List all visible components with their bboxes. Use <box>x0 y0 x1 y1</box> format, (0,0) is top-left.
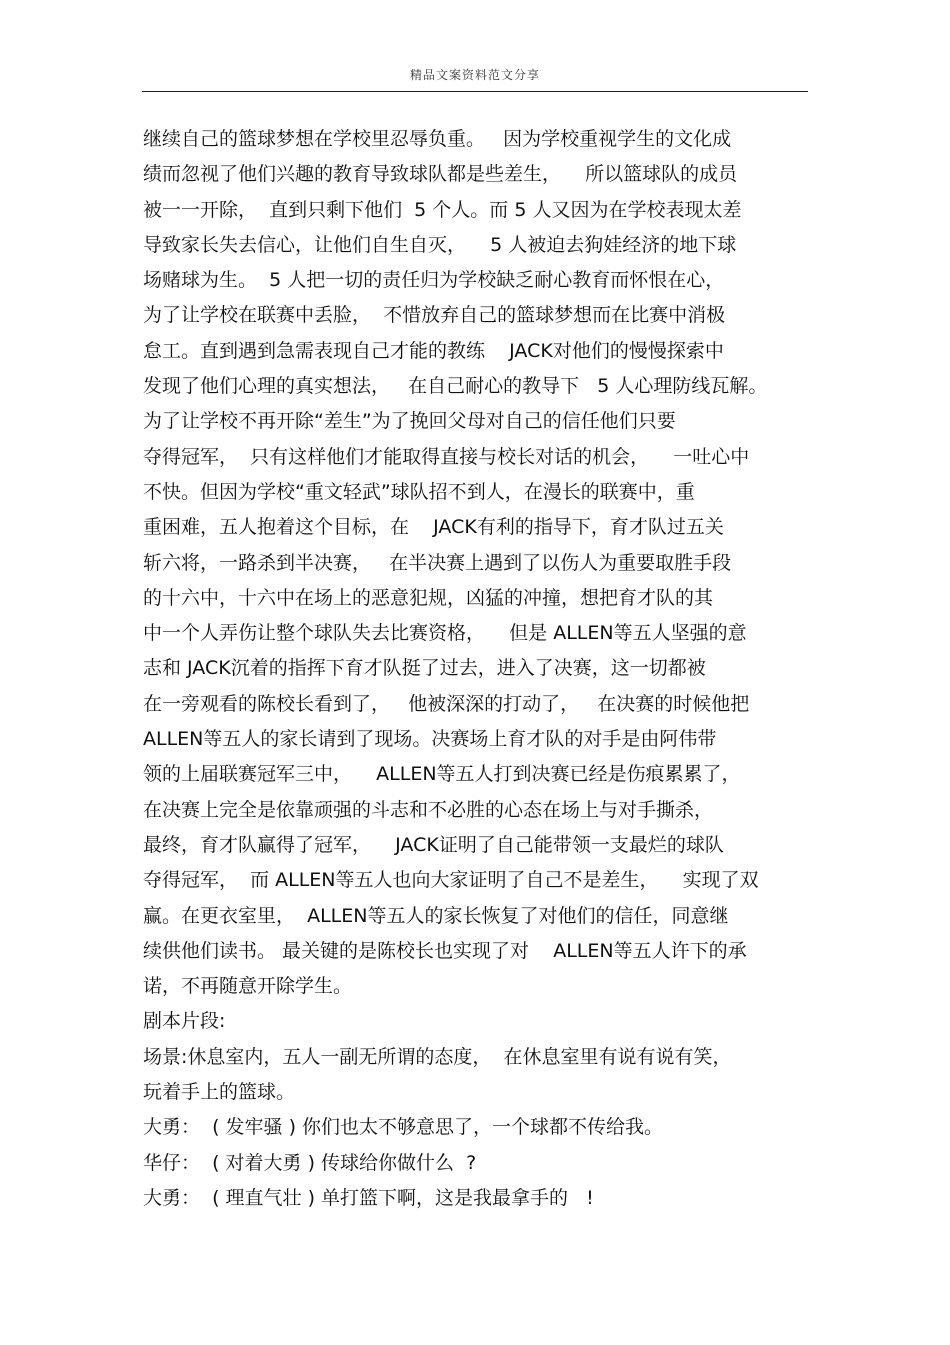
text-line: 夺得冠军， 而 ALLEN等五人也向大家证明了自己不是差生， 实现了双 <box>143 869 759 892</box>
text-line: 诺，不再随意开除学生。 <box>143 975 353 998</box>
header-divider <box>142 91 808 92</box>
text-line: 最终，育才队赢得了冠军， JACK证明了自己能带领一支最烂的球队 <box>143 833 724 856</box>
text-line: 为了让学校不再开除“差生”为了挽回父母对自己的信任他们只要 <box>143 410 676 433</box>
text-line: 场景:休息室内，五人一副无所谓的态度， 在休息室里有说有说有笑， <box>143 1045 732 1068</box>
text-line: 继续自己的篮球梦想在学校里忍辱负重。 因为学校重视学生的文化成 <box>143 128 732 150</box>
text-line: 续供他们读书。 最关键的是陈校长也实现了对 ALLEN等五人许下的承 <box>143 939 747 962</box>
text-line: 被一一开除， 直到只剩下他们 5 个人。而 5 人又因为在学校表现太差 <box>143 198 742 221</box>
dialogue-line: 大勇： ( 发牢骚 ) 你们也太不够意思了，一个球都不传给我。 <box>143 1116 664 1139</box>
text-line: 为了让学校在联赛中丢脸， 不惜放弃自己的篮球梦想而在比赛中消极 <box>143 304 726 327</box>
text-line: 绩而忽视了他们兴趣的教育导致球队都是些差生， 所以篮球队的成员 <box>143 163 738 186</box>
section-heading: 剧本片段: <box>143 1010 226 1033</box>
text-line: 的十六中，十六中在场上的恶意犯规，凶猛的冲撞，想把育才队的其 <box>143 586 714 609</box>
text-line: 在决赛上完全是依靠顽强的斗志和不必胜的心态在场上与对手撕杀， <box>143 798 714 821</box>
text-line: 不快。但因为学校“重文轻武”球队招不到人，在漫长的联赛中，重 <box>143 480 695 503</box>
text-line: 场赌球为生。 5 人把一切的责任归为学校缺乏耐心教育而怀恨在心， <box>143 269 725 292</box>
page-header: 精品文案资料范文分享 <box>409 68 540 82</box>
text-line: 玩着手上的篮球。 <box>143 1081 296 1104</box>
text-line: ALLEN等五人的家长请到了现场。决赛场上育才队的对手是由阿伟带 <box>143 728 717 751</box>
text-line: 志和 JACK沉着的指挥下育才队挺了过去，进入了决赛，这一切都被 <box>143 657 706 680</box>
text-line: 中一个人弄伤让整个球队失去比赛资格， 但是 ALLEN等五人坚强的意 <box>143 622 747 645</box>
text-line: 斩六将，一路杀到半决赛， 在半决赛上遇到了以伤人为重要取胜手段 <box>143 551 732 574</box>
text-line: 导致家长失去信心，让他们自生自灭， 5 人被迫去狗娃经济的地下球 <box>143 233 737 256</box>
body-text <box>143 122 823 1216</box>
dialogue-line: 大勇： ( 理直气壮 ) 单打篮下啊，这是我最拿手的 ! <box>143 1186 594 1209</box>
text-line: 赢。在更衣室里， ALLEN等五人的家长恢复了对他们的信任，同意继 <box>143 904 729 927</box>
text-line: 在一旁观看的陈校长看到了， 他被深深的打动了， 在决赛的时候他把 <box>143 692 750 715</box>
text-line: 领的上届联赛冠军三中， ALLEN等五人打到决赛已经是伤痕累累了， <box>143 763 741 786</box>
text-line: 发现了他们心理的真实想法， 在自己耐心的教导下 5 人心理防线瓦解。 <box>143 375 768 398</box>
dialogue-line: 华仔： ( 对着大勇 ) 传球给你做什么 ? <box>143 1151 477 1174</box>
text-line: 怠工。直到遇到急需表现自己才能的教练 JACK对他们的慢慢探索中 <box>143 339 724 362</box>
text-line: 夺得冠军， 只有这样他们才能取得直接与校长对话的机会， 一吐心中 <box>143 445 750 468</box>
text-line: 重困难，五人抱着这个目标，在 JACK有利的指导下，育才队过五关 <box>143 516 724 539</box>
